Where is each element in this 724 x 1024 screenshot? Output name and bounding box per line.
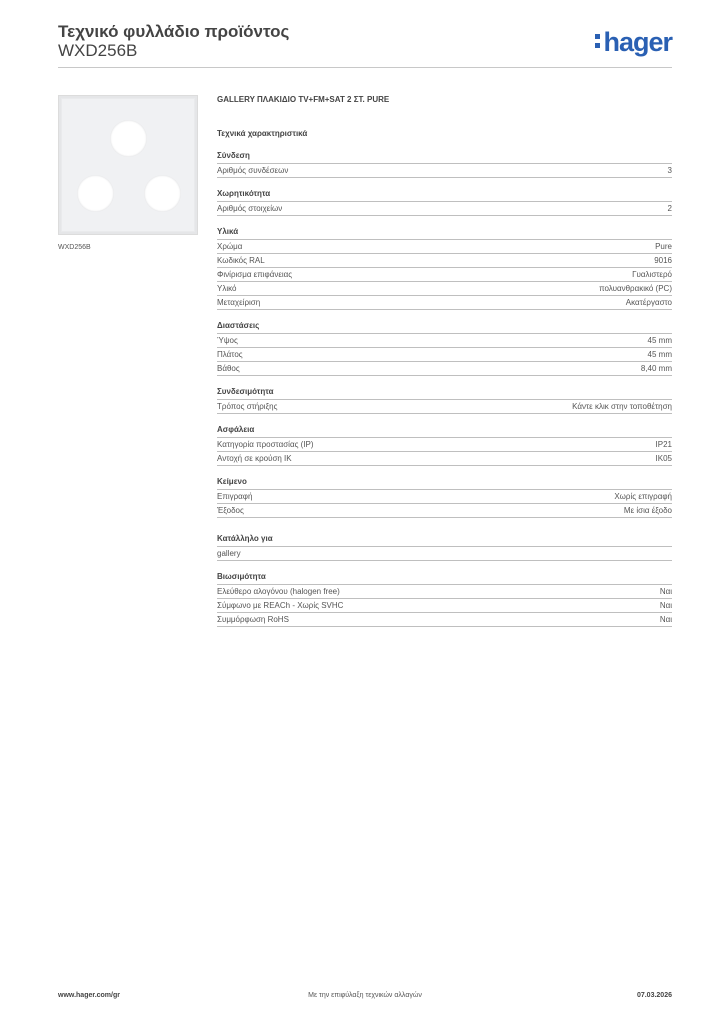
spec-row bbox=[217, 164, 672, 178]
spec-value: 45 mm bbox=[647, 350, 672, 359]
spec-row bbox=[217, 599, 672, 613]
spec-label: Αριθμός στοιχείων bbox=[217, 204, 283, 213]
spec-value: πολυανθρακικό (PC) bbox=[599, 284, 672, 293]
spec-value: Χωρίς επιγραφή bbox=[614, 492, 672, 501]
section-title: Διαστάσεις bbox=[217, 321, 672, 334]
page-footer bbox=[58, 992, 672, 1004]
footer-date: 07.03.2026 bbox=[636, 992, 672, 999]
spec-sections bbox=[217, 151, 672, 627]
spec-section bbox=[217, 477, 672, 518]
spec-label: Αντοχή σε κρούση IK bbox=[217, 454, 292, 463]
spec-label: Έξοδος bbox=[217, 506, 244, 515]
spec-row bbox=[217, 452, 672, 466]
spec-row bbox=[217, 504, 672, 518]
spec-content bbox=[217, 95, 672, 638]
spec-section bbox=[217, 227, 672, 310]
section-title: Συνδεσιμότητα bbox=[217, 387, 672, 400]
spec-label: Φινίρισμα επιφάνειας bbox=[217, 270, 293, 279]
section-title: Κατάλληλο για bbox=[217, 534, 672, 547]
section-title: Σύνδεση bbox=[217, 151, 672, 164]
spec-row bbox=[217, 268, 672, 282]
spec-section bbox=[217, 572, 672, 627]
image-caption: WXD256B bbox=[58, 244, 91, 251]
spec-row bbox=[217, 296, 672, 310]
spec-value: IK05 bbox=[655, 454, 672, 463]
socket-hole-icon bbox=[77, 175, 114, 212]
spec-label: Τρόπος στήριξης bbox=[217, 402, 278, 411]
section-title: Κείμενο bbox=[217, 477, 672, 490]
spec-row bbox=[217, 547, 672, 561]
page-header bbox=[58, 22, 672, 68]
spec-value: 9016 bbox=[654, 256, 672, 265]
socket-hole-icon bbox=[144, 175, 181, 212]
spec-row bbox=[217, 334, 672, 348]
spec-label: Χρώμα bbox=[217, 242, 243, 251]
socket-hole-icon bbox=[110, 120, 147, 157]
product-code: WXD256B bbox=[58, 41, 138, 60]
spec-row bbox=[217, 400, 672, 414]
spec-label: Υλικό bbox=[217, 284, 237, 293]
spec-row bbox=[217, 438, 672, 452]
spec-label: Σύμφωνο με REACh - Χωρίς SVHC bbox=[217, 601, 344, 610]
spec-value: Ναι bbox=[659, 615, 672, 624]
spec-value: 2 bbox=[667, 204, 672, 213]
spec-row bbox=[217, 282, 672, 296]
spec-value: 3 bbox=[667, 166, 672, 175]
spec-value: Ναι bbox=[659, 587, 672, 596]
spec-value: IP21 bbox=[655, 440, 672, 449]
spec-value: 8,40 mm bbox=[640, 364, 672, 373]
spec-section bbox=[217, 387, 672, 414]
product-image bbox=[58, 95, 198, 235]
spec-value: Pure bbox=[655, 242, 672, 251]
spec-row bbox=[217, 254, 672, 268]
section-title: Ασφάλεια bbox=[217, 425, 672, 438]
spec-value: Ναι bbox=[659, 601, 672, 610]
spec-value: Κάντε κλικ στην τοποθέτηση bbox=[572, 402, 672, 411]
section-title: Χωρητικότητα bbox=[217, 189, 672, 202]
spec-label: Συμμόρφωση RoHS bbox=[217, 615, 289, 624]
spec-row bbox=[217, 613, 672, 627]
footer-note: Με την επιφύλαξη τεχνικών αλλαγών bbox=[308, 992, 422, 999]
header-divider bbox=[58, 67, 672, 68]
spec-label: Κατηγορία προστασίας (IP) bbox=[217, 440, 314, 449]
spec-section bbox=[217, 534, 672, 561]
spec-label: Ύψος bbox=[217, 336, 238, 345]
footer-website[interactable]: www.hager.com/gr bbox=[58, 992, 120, 999]
spec-section bbox=[217, 189, 672, 216]
spec-label: Κωδικός RAL bbox=[217, 256, 265, 265]
socket-plate-icon bbox=[61, 98, 195, 232]
spec-value: Γυαλιστερό bbox=[632, 270, 672, 279]
hager-logo[interactable] bbox=[595, 27, 672, 58]
spec-section bbox=[217, 321, 672, 376]
spec-label: Μεταχείριση bbox=[217, 298, 261, 307]
section-title: Βιωσιμότητα bbox=[217, 572, 672, 585]
spec-label: Αριθμός συνδέσεων bbox=[217, 166, 289, 175]
spec-row bbox=[217, 240, 672, 254]
logo-colon-icon bbox=[595, 31, 601, 51]
spec-label: Ελεύθερο αλογόνου (halogen free) bbox=[217, 587, 340, 596]
spec-row bbox=[217, 362, 672, 376]
spec-section bbox=[217, 151, 672, 178]
spec-label: Βάθος bbox=[217, 364, 240, 373]
product-name: GALLERY ΠΛΑΚΙΔΙΟ TV+FM+SAT 2 ΣΤ. PURE bbox=[217, 95, 390, 104]
spec-row bbox=[217, 348, 672, 362]
spec-section bbox=[217, 425, 672, 466]
spec-row bbox=[217, 202, 672, 216]
spec-subtitle: Τεχνικά χαρακτηριστικά bbox=[217, 129, 308, 138]
spec-row bbox=[217, 585, 672, 599]
document-title: Τεχνικό φυλλάδιο προϊόντος bbox=[58, 22, 290, 41]
spec-row bbox=[217, 490, 672, 504]
spec-label: Πλάτος bbox=[217, 350, 243, 359]
spec-label: Επιγραφή bbox=[217, 492, 253, 501]
section-title: Υλικά bbox=[217, 227, 672, 240]
spec-value: Με ίσια έξοδο bbox=[623, 506, 672, 515]
spec-value: Ακατέργαστο bbox=[625, 298, 672, 307]
spec-value: 45 mm bbox=[647, 336, 672, 345]
logo-text: hager bbox=[603, 27, 672, 57]
spec-label: gallery bbox=[217, 549, 241, 558]
